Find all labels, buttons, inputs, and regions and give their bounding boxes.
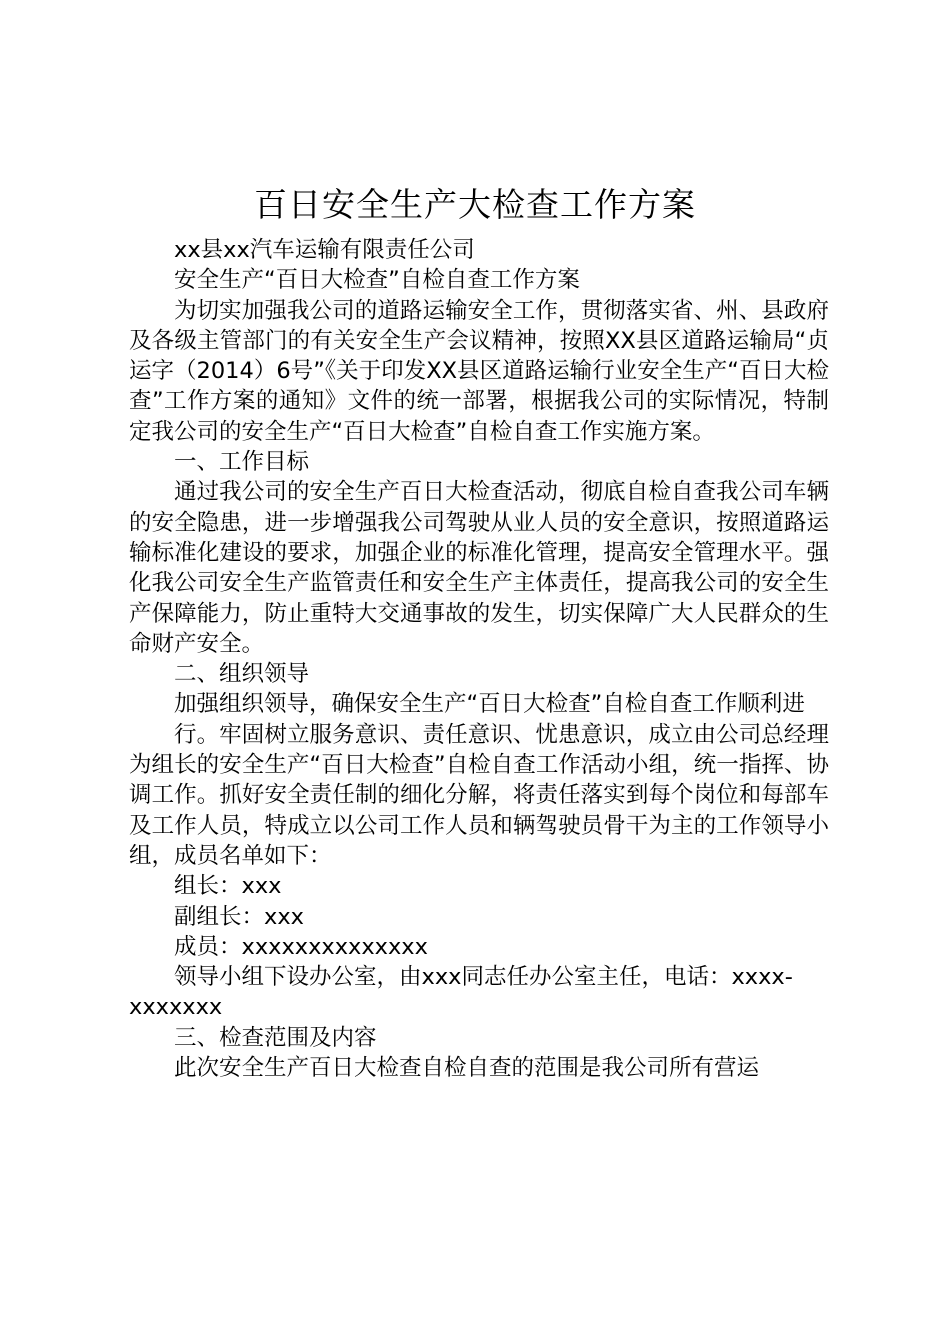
document-title: 百日安全生产大检查工作方案	[254, 185, 696, 224]
intro-paragraph: 为切实加强我公司的道路运输安全工作，贯彻落实省、州、县政府及各级主管部门的有关安全生产会议精神，按照XX县区道路运输局“贞运字（2014）6号”《关于印发XX县区道路运输行业安全生产“百日大检查”工作方案的通知》文件的统一部署，根据我公司的实际情况，特制定我公司的安全生产“百日大检查”自检自查工作实施方案。	[129, 297, 829, 445]
document-body	[129, 235, 829, 1083]
section-heading-2: 二、组织领导	[174, 661, 310, 688]
deputy-leader-line: 副组长：xxx	[174, 903, 304, 930]
members-line: 成员：xxxxxxxxxxxxxx	[174, 933, 428, 960]
office-line: 领导小组下设办公室，由xxx同志任办公室主任，电话：xxxx-xxxxxxx	[129, 964, 793, 1021]
team-leader-line: 组长：xxx	[174, 873, 282, 900]
leadership-paragraph-1: 加强组织领导，确保安全生产“百日大检查”自检自查工作顺利进	[174, 691, 805, 718]
section-heading-3: 三、检查范围及内容	[174, 1024, 377, 1051]
goal-paragraph: 通过我公司的安全生产百日大检查活动，彻底自检自查我公司车辆的安全隐患，进一步增强我公司驾驶从业人员的安全意识，按照道路运输标准化建设的要求，加强企业的标准化管理，提高安全管理水平。强化我公司安全生产监管责任和安全生产主体责任，提高我公司的安全生产保障能力，防止重特大交通事故的发生，切实保障广大人民群众的生命财产安全。	[129, 479, 829, 657]
section-heading-1: 一、工作目标	[174, 449, 310, 476]
leadership-paragraph-2: 行。牢固树立服务意识、责任意识、忧患意识，成立由公司总经理为组长的安全生产“百日大检查”自检自查工作活动小组，统一指挥、协调工作。抓好安全责任制的细化分解，将责任落实到每个岗位和每部车及工作人员，特成立以公司工作人员和辆驾驶员骨干为主的工作领导小组，成员名单如下：	[129, 721, 829, 869]
subtitle-line: 安全生产“百日大检查”自检自查工作方案	[174, 267, 580, 294]
scope-paragraph: 此次安全生产百日大检查自检自查的范围是我公司所有营运	[174, 1055, 760, 1082]
company-name-line: xx县xx汽车运输有限责任公司	[174, 237, 475, 263]
